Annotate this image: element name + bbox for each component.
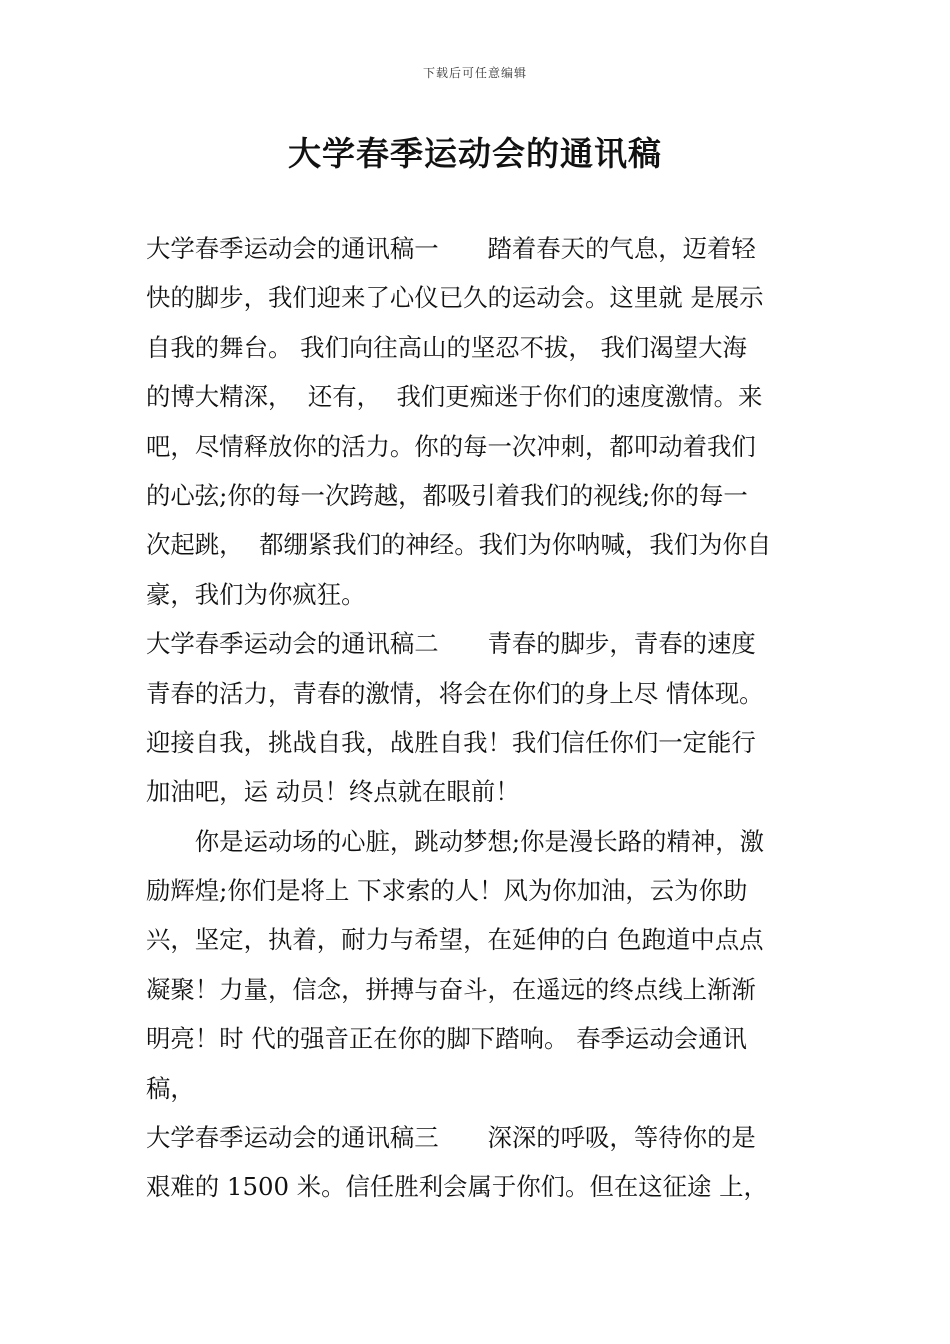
body-line-14: 励辉煌;你们是将上 下求索的人！风为你加油，云为你助 xyxy=(146,876,748,906)
body-line-15: 兴，坚定，执着，耐力与希望，在延伸的白 色跑道中点点 xyxy=(146,925,764,955)
body-line-7: 次起跳， 都绷紧我们的神经。我们为你呐喊，我们为你自 xyxy=(146,530,772,560)
body-line-4: 的博大精深， 还有， 我们更痴迷于你们的速度激情。来 xyxy=(146,382,763,412)
header-note: 下载后可任意编辑 xyxy=(422,66,527,80)
body-line-13: 你是运动场的心脏，跳动梦想;你是漫长路的精神，激 xyxy=(146,826,764,856)
body-line-11: 迎接自我，挑战自我，战胜自我！我们信任你们一定能行 xyxy=(146,727,756,757)
body-line-6: 的心弦;你的每一次跨越，都吸引着我们的视线;你的每一 xyxy=(146,480,748,510)
body-line-3: 自我的舞台。 我们向往高山的坚忍不拔， 我们渴望大海 xyxy=(146,332,747,362)
body-line-1: 大学春季运动会的通讯稿一 踏着春天的气息，迈着轻 xyxy=(146,234,756,263)
body-line-20: 艰难的 1500 米。信任胜利会属于你们。但在这征途 上， xyxy=(146,1172,768,1202)
body-line-5: 吧，尽情释放你的活力。你的每一次冲刺，都叩动着我们 xyxy=(146,431,756,461)
body-line-18: 稿， xyxy=(146,1073,195,1103)
body-line-19: 大学春季运动会的通讯稿三 深深的呼吸，等待你的是 xyxy=(146,1123,756,1153)
body-line-8: 豪，我们为你疯狂。 xyxy=(146,579,366,609)
body-line-12: 加油吧，运 动员！终点就在眼前！ xyxy=(146,777,520,807)
body-line-10: 青春的活力，青春的激情，将会在你们的身上尽 情体现。 xyxy=(146,678,764,708)
document-title: 大学春季运动会的通讯稿 xyxy=(288,134,662,173)
body-line-2: 快的脚步，我们迎来了心仪已久的运动会。这里就 是展示 xyxy=(146,283,764,313)
document-body xyxy=(146,224,806,1212)
body-line-17: 明亮！时 代的强音正在你的脚下踏响。 春季运动会通讯 xyxy=(146,1024,747,1054)
body-line-16: 凝聚！力量，信念，拼搏与奋斗，在遥远的终点线上渐渐 xyxy=(146,974,756,1004)
body-line-9: 大学春季运动会的通讯稿二 青春的脚步，青春的速度 xyxy=(146,629,756,659)
